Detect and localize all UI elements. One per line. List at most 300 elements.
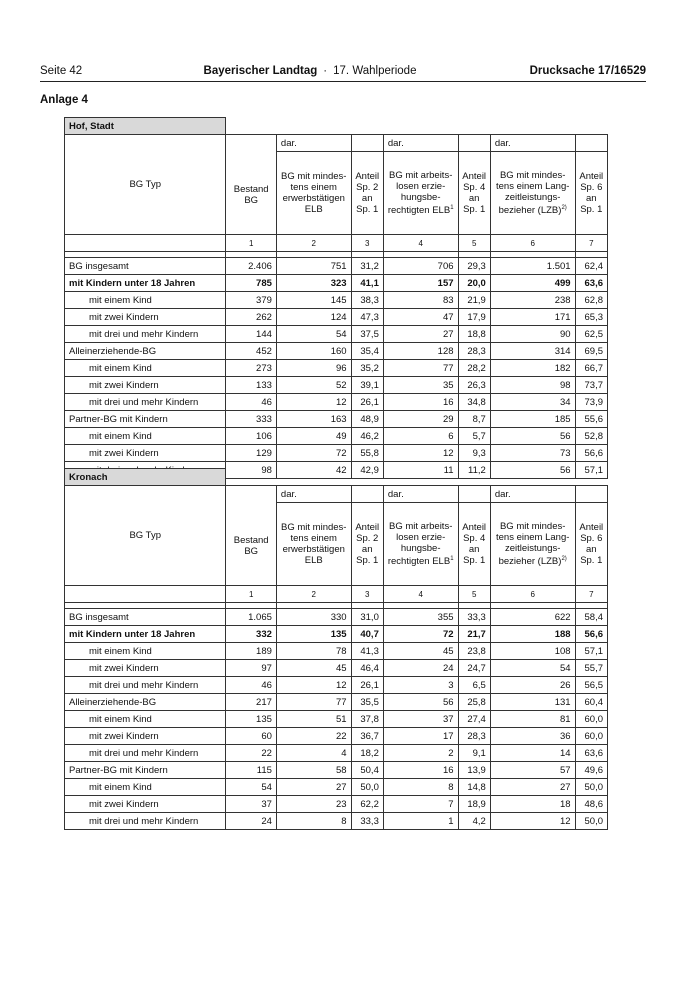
bestand-header-line: BG [244,194,259,206]
publisher-name: Bayerischer Landtag [203,65,318,77]
table-cell: 16 [383,394,458,411]
region-row [65,118,608,135]
table-row [65,796,608,813]
column-header-c7 [575,152,607,235]
table-cell: 6,5 [458,677,490,694]
column-number: 3 [351,586,383,603]
column-header-c4-line: hungsbe- [400,191,441,203]
region-spacer [226,118,608,135]
table-cell: 2 [383,745,458,762]
table-cell: 18,9 [458,796,490,813]
table-cell: 622 [490,609,575,626]
row-label: mit einem Kind [65,643,226,660]
table-cell: 24,7 [458,660,490,677]
table-cell: 273 [226,360,276,377]
table-cell: 49,6 [575,762,607,779]
column-header-c3-line: Sp. 1 [356,555,379,566]
row-label: mit zwei Kindern [65,660,226,677]
table-cell: 42,9 [351,462,383,479]
column-header-c6-line: zeitleistungs- [504,191,561,203]
row-label: mit zwei Kindern [65,309,226,326]
row-label: Alleinerziehende-BG [65,694,226,711]
column-header-c6-footnote-mark: 2) [561,555,567,562]
table-cell: 54 [490,660,575,677]
column-number: 4 [383,235,458,252]
table-cell: 11 [383,462,458,479]
column-number: 1 [226,235,276,252]
column-header-c6-line: bezieher (LZB) [498,205,562,217]
table-cell: 58,4 [575,609,607,626]
table-cell: 323 [276,275,351,292]
bestand-header [226,486,276,586]
table-cell: 12 [276,677,351,694]
table-row [65,428,608,445]
row-label: mit einem Kind [65,292,226,309]
dar-label: dar. [276,486,351,503]
bestand-header-line: Bestand [233,534,269,546]
column-header-c3-line: Anteil [355,522,380,533]
table-cell: 50,0 [575,779,607,796]
table-cell: 29 [383,411,458,428]
column-header-c2 [276,503,351,586]
table-cell: 40,7 [351,626,383,643]
table-cell: 81 [490,711,575,728]
table-cell: 35,4 [351,343,383,360]
table-cell: 31,0 [351,609,383,626]
table-cell: 62,2 [351,796,383,813]
table-cell: 27 [490,779,575,796]
table-cell: 55,7 [575,660,607,677]
row-label: mit drei und mehr Kindern [65,745,226,762]
table-cell: 238 [490,292,575,309]
table-cell: 8 [276,813,351,830]
table-cell: 72 [276,445,351,462]
row-label: mit einem Kind [65,779,226,796]
table-cell: 108 [490,643,575,660]
table-cell: 135 [226,711,276,728]
region-name: Kronach [65,469,226,486]
table-cell: 33,3 [458,609,490,626]
table-cell: 37 [226,796,276,813]
column-header-c4-line: BG mit arbeits- [389,520,453,532]
column-header-c7-line: Sp. 6 [580,533,603,544]
table-cell: 26,3 [458,377,490,394]
bestand-header-line: Bestand [233,183,269,195]
table-cell: 333 [226,411,276,428]
table-cell: 57,1 [575,643,607,660]
table-row [65,660,608,677]
column-header-c5-line: an [468,544,480,555]
region-name: Hof, Stadt [65,118,226,135]
table-row [65,779,608,796]
table-cell: 160 [276,343,351,360]
table-row [65,309,608,326]
table-cell: 57,1 [575,462,607,479]
column-header-c6 [490,152,575,235]
column-header-c7-line: an [586,193,597,204]
column-number-blank [65,235,226,252]
column-header-c2-line: ELB [304,204,323,215]
table-row [65,762,608,779]
document-number: Drucksache 17/16529 [529,65,646,77]
table-cell: 189 [226,643,276,660]
table-cell: 46 [226,677,276,694]
bestand-header-line: BG [244,545,259,557]
column-header-c4-line: BG mit arbeits- [389,169,453,181]
table-cell: 77 [383,360,458,377]
row-label: Partner-BG mit Kindern [65,762,226,779]
column-header-c6-footnote-mark: 2) [561,204,567,211]
table-cell: 66,7 [575,360,607,377]
table-cell: 14 [490,745,575,762]
table-cell: 37,5 [351,326,383,343]
table-cell: 1 [383,813,458,830]
column-number-blank [65,586,226,603]
column-header-c7-line: Sp. 1 [580,555,603,566]
table-cell: 28,3 [458,343,490,360]
dar-spacer [458,486,490,503]
column-header-c5-line: Sp. 1 [463,204,486,215]
row-label: mit einem Kind [65,360,226,377]
column-header-c5-line: Anteil [462,522,487,533]
table-cell: 56,6 [575,445,607,462]
table-cell: 78 [276,643,351,660]
table-cell: 13,9 [458,762,490,779]
column-header-c6-line: BG mit mindes- [499,520,566,532]
column-header-c2-line: erwerbstätigen [282,544,345,555]
row-label: mit Kindern unter 18 Jahren [65,275,226,292]
page-number: Seite 42 [40,65,83,77]
table-row [65,609,608,626]
column-header-c4 [383,503,458,586]
table-cell: 54 [226,779,276,796]
column-header-c4-line: losen erzie- [396,180,446,192]
table-cell: 73,9 [575,394,607,411]
table-cell: 751 [276,258,351,275]
table-row [65,711,608,728]
table-row [65,694,608,711]
table-cell: 51 [276,711,351,728]
table-cell: 97 [226,660,276,677]
page-header [40,63,646,82]
column-header-c7-line: Sp. 6 [580,182,603,193]
table-cell: 62,4 [575,258,607,275]
table-cell: 332 [226,626,276,643]
bg-type-header: BG Typ [65,135,226,235]
table-row [65,275,608,292]
region-row [65,469,608,486]
table-cell: 35 [383,377,458,394]
table-row [65,643,608,660]
table-cell: 58 [276,762,351,779]
table-cell: 185 [490,411,575,428]
column-header-c4-footnote-mark: 1 [450,204,454,211]
column-header-c3-line: Sp. 1 [356,204,379,215]
row-label: mit drei und mehr Kindern [65,813,226,830]
table-cell: 98 [490,377,575,394]
column-header-c4-line: losen erzie- [396,531,446,543]
table-cell: 355 [383,609,458,626]
table-cell: 63,6 [575,275,607,292]
table-cell: 50,4 [351,762,383,779]
table-cell: 24 [383,660,458,677]
table-row [65,745,608,762]
table-cell: 379 [226,292,276,309]
column-header-c5-line: Sp. 4 [463,182,486,193]
table-cell: 4 [276,745,351,762]
column-header-c3-line: an [361,193,373,204]
column-header-c4-line: hungsbe- [400,542,441,554]
table-cell: 52,8 [575,428,607,445]
dar-spacer [575,486,607,503]
dar-spacer [458,135,490,152]
table-cell: 23 [276,796,351,813]
legislative-period: 17. Wahlperiode [333,65,417,77]
table-cell: 499 [490,275,575,292]
table-cell: 35,5 [351,694,383,711]
table-cell: 41,1 [351,275,383,292]
table-cell: 25,8 [458,694,490,711]
row-label: mit einem Kind [65,428,226,445]
dar-label: dar. [383,486,458,503]
column-header-c6-line: BG mit mindes- [499,169,566,181]
table-cell: 46,2 [351,428,383,445]
table-cell: 314 [490,343,575,360]
table-row [65,326,608,343]
table-cell: 46,4 [351,660,383,677]
table-cell: 145 [276,292,351,309]
column-header-c6-line: bezieher (LZB) [498,556,562,568]
subheader-row [65,135,608,152]
column-header-c3 [351,152,383,235]
table-cell: 83 [383,292,458,309]
column-header-c2-line: BG mit mindes- [281,522,347,533]
column-header-c7-line: Anteil [579,522,604,533]
row-label: mit drei und mehr Kindern [65,394,226,411]
table-cell: 330 [276,609,351,626]
table-cell: 48,6 [575,796,607,813]
table-cell: 12 [490,813,575,830]
table-cell: 56 [383,694,458,711]
column-header-c2-line: tens einem [290,533,337,544]
table-cell: 22 [226,745,276,762]
table-cell: 22 [276,728,351,745]
table-cell: 77 [276,694,351,711]
column-header-c3-line: Sp. 2 [356,182,379,193]
table-cell: 7 [383,796,458,813]
table-cell: 1.065 [226,609,276,626]
table-cell: 56,5 [575,677,607,694]
row-label: mit zwei Kindern [65,377,226,394]
dar-spacer [351,486,383,503]
table-cell: 135 [276,626,351,643]
table-cell: 17 [383,728,458,745]
table-row [65,445,608,462]
table-row [65,626,608,643]
dar-label: dar. [276,135,351,152]
column-number: 2 [276,586,351,603]
table-row [65,728,608,745]
column-header-c6-line: zeitleistungs- [504,542,561,554]
table-cell: 106 [226,428,276,445]
row-label: BG insgesamt [65,258,226,275]
row-label: mit zwei Kindern [65,445,226,462]
bg-type-header: BG Typ [65,486,226,586]
dar-label: dar. [490,135,575,152]
column-header-c7-line: an [586,544,597,555]
table-cell: 182 [490,360,575,377]
column-header-c3 [351,503,383,586]
table-cell: 73 [490,445,575,462]
table-cell: 18 [490,796,575,813]
column-header-c7 [575,503,607,586]
row-label: mit einem Kind [65,711,226,728]
table-cell: 262 [226,309,276,326]
column-number: 7 [575,235,607,252]
table-cell: 34,8 [458,394,490,411]
column-header-c3-line: an [361,544,373,555]
table-row [65,394,608,411]
column-number: 6 [490,586,575,603]
table-cell: 27 [276,779,351,796]
table-cell: 1.501 [490,258,575,275]
table-row [65,411,608,428]
column-number: 4 [383,586,458,603]
table-cell: 90 [490,326,575,343]
column-header-c6-line: tens einem Lang- [495,180,570,192]
column-header-c7-line: Sp. 1 [580,204,603,215]
table-row [65,377,608,394]
row-label: Partner-BG mit Kindern [65,411,226,428]
table-cell: 157 [383,275,458,292]
table-cell: 45 [383,643,458,660]
table-cell: 65,3 [575,309,607,326]
column-number: 2 [276,235,351,252]
table-cell: 11,2 [458,462,490,479]
table-cell: 128 [383,343,458,360]
table-cell: 98 [226,462,276,479]
column-number: 6 [490,235,575,252]
table-cell: 18,8 [458,326,490,343]
table-cell: 37 [383,711,458,728]
table-cell: 5,7 [458,428,490,445]
table-cell: 60,0 [575,728,607,745]
row-label: BG insgesamt [65,609,226,626]
column-header-c5-line: Sp. 1 [463,555,486,566]
table-cell: 14,8 [458,779,490,796]
table-cell: 36 [490,728,575,745]
table-cell: 12 [276,394,351,411]
row-label: mit zwei Kindern [65,728,226,745]
table-cell: 42 [276,462,351,479]
table-cell: 36,7 [351,728,383,745]
dar-spacer [575,135,607,152]
table-cell: 26,1 [351,677,383,694]
column-header-c2-line: ELB [304,555,323,566]
column-header-c5 [458,152,490,235]
column-header-c4-footnote-mark: 1 [450,555,454,562]
table-cell: 144 [226,326,276,343]
table-cell: 9,1 [458,745,490,762]
table-cell: 56,6 [575,626,607,643]
column-number-row [65,235,608,252]
table-cell: 452 [226,343,276,360]
table-cell: 217 [226,694,276,711]
row-label: mit zwei Kindern [65,796,226,813]
table-cell: 73,7 [575,377,607,394]
bestand-header [226,135,276,235]
table-cell: 62,5 [575,326,607,343]
table-cell: 2.406 [226,258,276,275]
table-cell: 133 [226,377,276,394]
table-cell: 60 [226,728,276,745]
table-cell: 6 [383,428,458,445]
table-cell: 17,9 [458,309,490,326]
table-cell: 8,7 [458,411,490,428]
statistics-table [64,117,608,479]
table-cell: 49 [276,428,351,445]
table-cell: 48,9 [351,411,383,428]
column-header-c2-line: erwerbstätigen [282,193,345,204]
table-cell: 54 [276,326,351,343]
table-row [65,813,608,830]
table-cell: 163 [276,411,351,428]
table-cell: 39,1 [351,377,383,394]
table-cell: 9,3 [458,445,490,462]
table-row [65,677,608,694]
appendix-title: Anlage 4 [40,94,88,106]
table-cell: 21,7 [458,626,490,643]
column-number: 5 [458,235,490,252]
column-header-c4-line: rechtigten ELB [387,205,451,217]
table-cell: 72 [383,626,458,643]
table-cell: 50,0 [575,813,607,830]
column-header-c6 [490,503,575,586]
table-cell: 55,8 [351,445,383,462]
table-cell: 3 [383,677,458,694]
header-separator: · [323,65,328,77]
column-header-c5-line: Sp. 4 [463,533,486,544]
column-number-row [65,586,608,603]
table-cell: 23,8 [458,643,490,660]
table-cell: 47,3 [351,309,383,326]
column-number: 3 [351,235,383,252]
table-cell: 46 [226,394,276,411]
column-header-c3-line: Anteil [355,171,380,182]
table-cell: 131 [490,694,575,711]
table-cell: 56 [490,462,575,479]
row-label: Alleinerziehende-BG [65,343,226,360]
table-cell: 37,8 [351,711,383,728]
row-label: mit drei und mehr Kindern [65,677,226,694]
table-cell: 27,4 [458,711,490,728]
table-cell: 12 [383,445,458,462]
table-cell: 52 [276,377,351,394]
table-cell: 18,2 [351,745,383,762]
table-cell: 62,8 [575,292,607,309]
statistics-table [64,468,608,830]
table-cell: 50,0 [351,779,383,796]
region-spacer [226,469,608,486]
table-cell: 55,6 [575,411,607,428]
table-cell: 56 [490,428,575,445]
table-row [65,258,608,275]
column-number: 5 [458,586,490,603]
column-header-c6-line: tens einem Lang- [495,531,570,543]
table-cell: 35,2 [351,360,383,377]
column-header-c5 [458,503,490,586]
row-label: mit Kindern unter 18 Jahren [65,626,226,643]
